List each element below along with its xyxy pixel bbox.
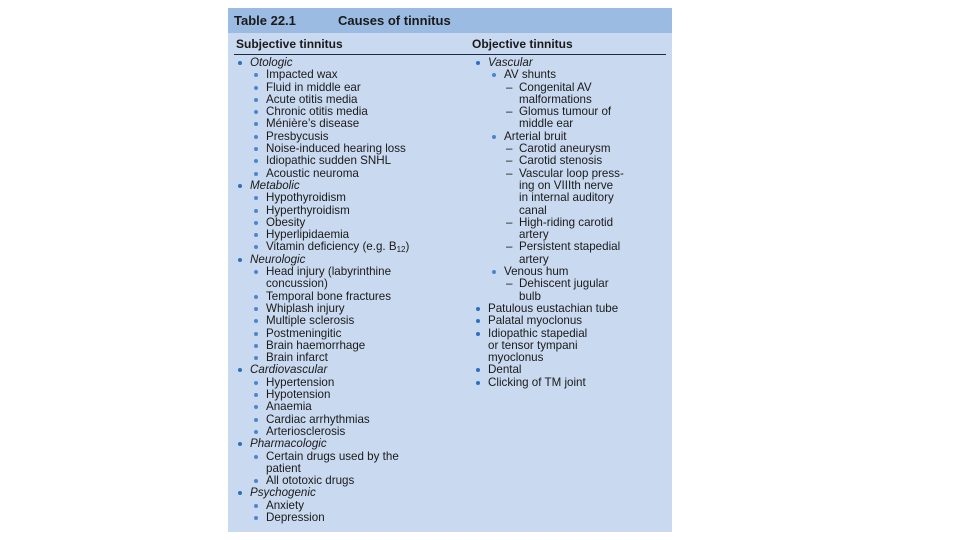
list-item-continuation: concussion) [266, 277, 328, 291]
list-item-continuation: patient [266, 461, 301, 475]
list-item: Hypothyroidism [234, 192, 466, 204]
header-rule [234, 54, 666, 55]
bullet-icon [476, 368, 480, 372]
list-item-clicking: Clicking of TM joint [472, 377, 672, 389]
bullet-icon [254, 479, 258, 483]
dash-item: – Dehiscent jugular [506, 277, 609, 291]
dash-item-continuation: middle ear [519, 117, 574, 131]
bullet-icon [254, 73, 258, 77]
list-item: Cardiac arrhythmias [234, 414, 466, 426]
list-item: Whiplash injury [234, 303, 466, 315]
list-item: AV shunts [472, 69, 672, 81]
bullet-icon [476, 381, 480, 385]
list-item: Noise-induced hearing loss [234, 143, 466, 155]
table-panel [228, 8, 672, 532]
list-item: Idiopathic sudden SNHL [234, 155, 466, 167]
dash-icon: – [506, 240, 513, 254]
bullet-icon [492, 135, 496, 139]
list-item: Hypertension [234, 377, 466, 389]
dash-icon: – [506, 277, 513, 291]
bullet-icon [254, 344, 258, 348]
bullet-icon [254, 98, 258, 102]
list-item-vitamin: Vitamin deficiency (e.g. $B_{12}$) [234, 241, 466, 253]
bullet-icon [492, 270, 496, 274]
bullet-icon [254, 307, 258, 311]
dash-icon: – [506, 166, 513, 180]
bullet-icon [254, 135, 258, 139]
dash-item-continuation: artery [519, 228, 549, 242]
list-item-dental: Dental [472, 364, 672, 376]
bullet-icon [254, 147, 258, 151]
list-item: Venous hum [472, 266, 672, 278]
dash-item-continuation: in internal auditory [519, 191, 614, 205]
list-item: Acoustic neuroma [234, 168, 466, 180]
bullet-icon [238, 61, 242, 65]
bullet-icon [254, 122, 258, 126]
dash-item-continuation: canal [519, 203, 547, 217]
bullet-icon [238, 442, 242, 446]
category-heading-otologic: Otologic [234, 57, 466, 69]
bullet-icon [254, 332, 258, 336]
bullet-icon [254, 221, 258, 225]
list-item: Anaemia [234, 401, 466, 413]
list-item: Obesity [234, 217, 466, 229]
bullet-icon [254, 504, 258, 508]
list-item: Impacted wax [234, 69, 466, 81]
objective-list [472, 57, 672, 389]
list-item: Chronic otitis media [234, 106, 466, 118]
dash-icon: – [506, 154, 513, 168]
list-item-idiopathic: Idiopathic stapedial [472, 328, 672, 340]
list-item: Brain infarct [234, 352, 466, 364]
list-item: Hyperthyroidism [234, 205, 466, 217]
dash-item: – Congenital AV [506, 80, 592, 94]
dash-item-continuation: ing on VIIIth nerve [519, 178, 614, 192]
list-item: Fluid in middle ear [234, 82, 466, 94]
bullet-icon [254, 356, 258, 360]
bullet-icon [254, 110, 258, 114]
list-item-palatal: Palatal myoclonus [472, 315, 672, 327]
table-number: Table 22.1 [234, 13, 296, 28]
dash-item: – Carotid stenosis [506, 154, 603, 168]
list-item-continuation: or tensor tympani [488, 338, 578, 352]
bullet-icon [476, 332, 480, 336]
dash-item: – High-riding carotid [506, 215, 614, 229]
subjective-list [234, 57, 466, 524]
list-item: Hyperlipidaemia [234, 229, 466, 241]
dash-item-continuation: malformations [519, 92, 592, 106]
bullet-icon [254, 455, 258, 459]
column-heading-subjective: Subjective tinnitus [236, 37, 343, 51]
bullet-icon [254, 381, 258, 385]
bullet-icon [254, 196, 258, 200]
bullet-icon [254, 516, 258, 520]
dash-item: – Carotid aneurysm [506, 142, 611, 156]
list-item: Brain haemorrhage [234, 340, 466, 352]
bullet-icon [238, 491, 242, 495]
bullet-icon [254, 319, 258, 323]
category-heading-metabolic: Metabolic [234, 180, 466, 192]
table-header [228, 8, 672, 33]
bullet-icon [476, 307, 480, 311]
list-item: Postmeningitic [234, 328, 466, 340]
bullet-icon [254, 245, 258, 249]
bullet-icon [238, 184, 242, 188]
category-heading-cardiovascular: Cardiovascular [234, 364, 466, 376]
bullet-icon [238, 368, 242, 372]
list-item: Ménière’s disease [234, 118, 466, 130]
list-item: Depression [234, 512, 466, 524]
list-item-continuation: myoclonus [488, 351, 544, 365]
category-heading-neurologic: Neurologic [234, 254, 466, 266]
dash-icon: – [506, 215, 513, 229]
dash-item: – Glomus tumour of [506, 105, 612, 119]
bullet-icon [476, 61, 480, 65]
list-item: Head injury (labyrinthine [234, 266, 466, 278]
dash-item: – Vascular loop press- [506, 166, 624, 180]
bullet-icon [254, 418, 258, 422]
bullet-icon [254, 295, 258, 299]
list-item: Presbycusis [234, 131, 466, 143]
list-item: Arteriosclerosis [234, 426, 466, 438]
bullet-icon [254, 172, 258, 176]
bullet-icon [254, 159, 258, 163]
dash-item-continuation: bulb [519, 289, 541, 303]
list-item: Acute otitis media [234, 94, 466, 106]
category-heading-psychogenic: Psychogenic [234, 487, 466, 499]
bullet-icon [254, 86, 258, 90]
category-heading-vascular: Vascular [472, 57, 672, 69]
bullet-icon [492, 73, 496, 77]
list-item: Anxiety [234, 500, 466, 512]
bullet-icon [254, 430, 258, 434]
column-heading-objective: Objective tinnitus [472, 37, 573, 51]
dash-item-continuation: artery [519, 252, 549, 266]
table-title: Causes of tinnitus [338, 13, 451, 28]
list-item: Certain drugs used by the [234, 451, 466, 463]
list-item-patulous: Patulous eustachian tube [472, 303, 672, 315]
bullet-icon [254, 393, 258, 397]
bullet-icon [254, 270, 258, 274]
bullet-icon [238, 258, 242, 262]
list-item: Temporal bone fractures [234, 291, 466, 303]
dash-item: – Persistent stapedial [506, 240, 621, 254]
bullet-icon [476, 319, 480, 323]
list-item: All ototoxic drugs [234, 475, 466, 487]
list-item: Multiple sclerosis [234, 315, 466, 327]
category-heading-pharmacologic: Pharmacologic [234, 438, 466, 450]
dash-icon: – [506, 142, 513, 156]
dash-icon: – [506, 80, 513, 94]
bullet-icon [254, 233, 258, 237]
bullet-icon [254, 209, 258, 213]
dash-icon: – [506, 105, 513, 119]
bullet-icon [254, 405, 258, 409]
list-item: Hypotension [234, 389, 466, 401]
list-item: Arterial bruit [472, 131, 672, 143]
